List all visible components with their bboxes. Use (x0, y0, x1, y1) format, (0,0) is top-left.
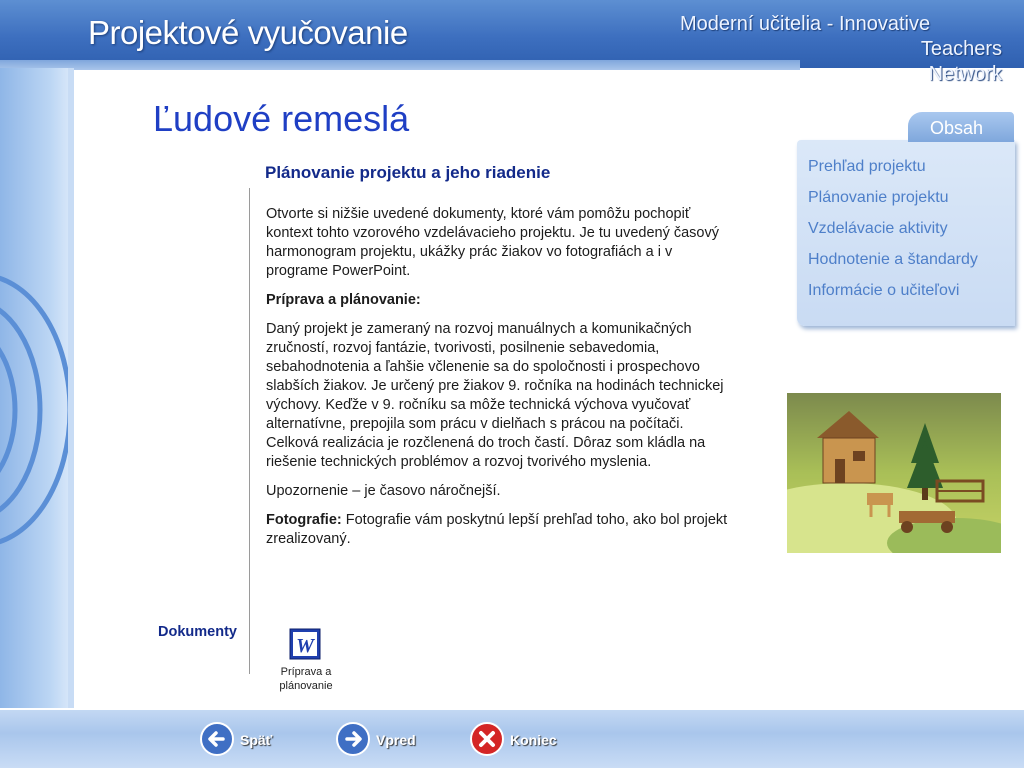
end-label: Koniec (510, 732, 557, 748)
intro-paragraph: Otvorte si nižšie uvedené dokumenty, ktoré vám pomôžu pochopiť kontext tohto vzorového vzdelávacieho projektu. Je tu uvedený časový harmonogram projektu, ukážky prác žiakov vo fotografiách a i v programe PowerPoint. (266, 206, 719, 279)
photos-paragraph (266, 511, 728, 549)
menu-tab-label: Obsah (930, 118, 984, 138)
arrow-left-icon (200, 722, 234, 756)
svg-text:W: W (296, 635, 314, 657)
photos-link[interactable]: Fotografie: (266, 512, 342, 528)
menu-item-vzdelavacie-aktivity[interactable]: Vzdelávacie aktivity (808, 220, 948, 237)
back-label: Späť (240, 732, 273, 748)
document-caption[interactable]: Príprava a plánovanie (279, 666, 333, 692)
left-edge (68, 68, 74, 708)
forward-label: Vpred (376, 732, 416, 748)
menu-item-hodnotenie-a-standardy[interactable]: Hodnotenie a štandardy (808, 251, 978, 268)
documents-label: Dokumenty (158, 624, 237, 640)
network-line-1: Moderní učitelia - Innovative (680, 13, 931, 35)
section-heading: Plánovanie projektu a jeho riadenie (265, 163, 551, 182)
network-label (672, 12, 1002, 87)
prep-heading: Príprava a plánovanie: (266, 292, 421, 308)
warning-paragraph: Upozornenie – je časovo náročnejší. (266, 483, 501, 499)
menu-item-informacie-o-ucitelovi[interactable]: Informácie o učiteľovi (808, 282, 960, 299)
vertical-divider (249, 188, 250, 674)
word-document-icon[interactable] (289, 628, 321, 660)
close-icon (470, 722, 504, 756)
menu-item-planovanie-projektu[interactable]: Plánovanie projektu (808, 189, 949, 206)
header-title: Projektové vyučovanie (88, 14, 408, 51)
menu-item-prehlad-projektu[interactable]: Prehľad projektu (808, 158, 926, 175)
photos-text: Fotografie vám poskytnú lepší prehľad toho, ako bol projekt zrealizovaný. (266, 512, 728, 547)
prep-paragraph: Daný projekt je zameraný na rozvoj manuálnych a komunikačných zručností, rozvoj fantázie, tvorivosti, posilnenie sebavedomia, sebahodnotenia a ľahšie včlenenie sa do spoločnosti i prospechovo slabších žiakov. Je určený pre žiakov 9. ročníka na hodinách technickej výchovy. Keďže v 9. ročníku sa môže technická výchova vyučovať alternatívne, prepojila som prácu v dielňach s prácou na počítači. Celková realizácia je rozčlenená do troch častí. Dôraz som kládla na riešenie technických problémov a rozvoj tvorivého myslenia. (266, 321, 724, 470)
project-photo (787, 393, 1001, 553)
content-body (266, 205, 728, 559)
page-title: Ľudové remeslá (153, 98, 410, 139)
network-line-3: Network (928, 63, 1002, 85)
arrow-right-icon (336, 722, 370, 756)
network-line-2: Teachers (920, 38, 1002, 60)
